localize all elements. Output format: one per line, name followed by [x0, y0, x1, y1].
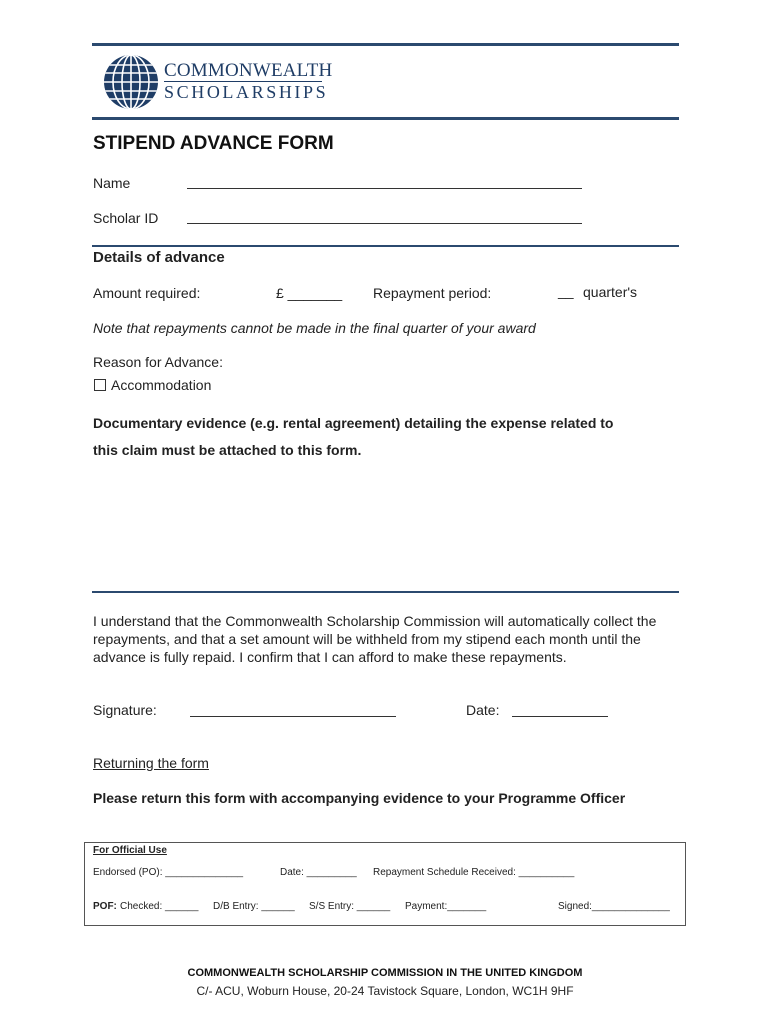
evidence-text-line2: this claim must be attached to this form.: [93, 442, 362, 458]
declaration-text: I understand that the Commonwealth Scholarship Commission will automatically collect the repayments, and that a set amount will be withheld from my stipend each month until the advance is fully repaid. I confirm that I can afford to make these repayments.: [93, 613, 657, 665]
amount-field[interactable]: £ _______: [276, 285, 343, 301]
amount-label: Amount required:: [93, 285, 201, 301]
name-field[interactable]: [187, 188, 582, 189]
db-entry-field[interactable]: D/B Entry: ______: [213, 901, 295, 912]
signature-label: Signature:: [93, 702, 157, 718]
official-use-heading: For Official Use: [93, 845, 167, 856]
footer-organisation: COMMONWEALTH SCHOLARSHIP COMMISSION IN THE UNITED KINGDOM: [187, 967, 583, 979]
signed-field[interactable]: Signed:______________: [558, 901, 670, 912]
official-use-box: [84, 842, 686, 926]
declaration-divider: [92, 591, 679, 593]
repayment-schedule-field[interactable]: Repayment Schedule Received: __________: [373, 867, 575, 878]
repayment-note: Note that repayments cannot be made in the final quarter of your award: [93, 320, 536, 336]
top-divider: [92, 43, 679, 46]
endorsed-field[interactable]: Endorsed (PO): ______________: [93, 867, 244, 878]
scholar-id-field[interactable]: [187, 223, 582, 224]
returning-instructions: Please return this form with accompanying evidence to your Programme Officer: [93, 790, 626, 806]
ss-entry-field[interactable]: S/S Entry: ______: [309, 901, 391, 912]
date-field[interactable]: [512, 716, 608, 717]
details-heading: Details of advance: [93, 249, 225, 266]
payment-field[interactable]: Payment:_______: [405, 901, 487, 912]
date-label: Date:: [466, 702, 500, 718]
repayment-unit: quarter's: [583, 284, 638, 300]
details-divider: [92, 245, 679, 247]
logo-text-commonwealth: COMMONWEALTH: [164, 60, 333, 81]
header-divider: [92, 117, 679, 120]
reason-label: Reason for Advance:: [93, 354, 223, 370]
globe-logo-icon: [102, 53, 160, 111]
checked-field[interactable]: Checked: ______: [120, 901, 199, 912]
accommodation-checkbox[interactable]: [94, 379, 106, 391]
evidence-text-line1: Documentary evidence (e.g. rental agreement) detailing the expense related to: [93, 415, 614, 431]
name-label: Name: [93, 175, 131, 191]
accommodation-label: Accommodation: [111, 377, 212, 393]
footer-address: C/- ACU, Woburn House, 20-24 Tavistock Square, London, WC1H 9HF: [196, 984, 574, 998]
logo-text-scholarships: SCHOLARSHIPS: [164, 82, 329, 102]
page-title: STIPEND ADVANCE FORM: [93, 133, 334, 154]
returning-heading: Returning the form: [93, 755, 209, 771]
scholar-id-label: Scholar ID: [93, 210, 159, 226]
signature-field[interactable]: [190, 716, 396, 717]
repayment-field[interactable]: __: [558, 283, 574, 299]
pof-label: POF:: [93, 901, 117, 912]
repayment-label: Repayment period:: [373, 285, 492, 301]
official-date-field[interactable]: Date: _________: [280, 867, 357, 878]
